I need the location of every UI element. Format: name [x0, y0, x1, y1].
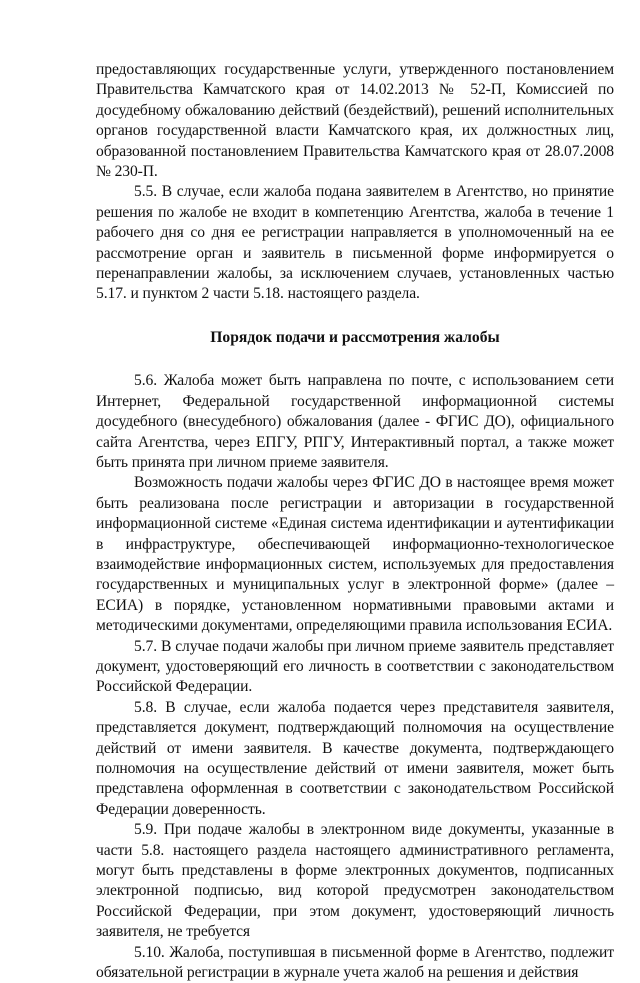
paragraph-esia: Возможность подачи жалобы через ФГИС ДО в настоящее время может быть реализована после регистрации и авторизации в государственной информационной системе «Единая система идентификации и аутентификации в инфраструктуре, обеспечивающей информационно-технологическое взаимодействие информационных систем, используемых для предоставления государственных и муниципальных услуг в электронной форме» (далее – ЕСИА) в порядке, установленном нормативными правовыми актами и методическими документами, определяющими правила использования ЕСИА.	[96, 474, 614, 635]
document-page	[96, 60, 614, 983]
spacer	[96, 348, 614, 371]
paragraph-5-9: 5.9. При подаче жалобы в электронном виде документы, указанные в части 5.8. настоящего раздела настоящего административного регламента, могут быть представлены в форме электронных документов, подписанных электронной подписью, вид которой предусмотрен законодательством Российской Федерации, при этом документ, удостоверяющий личность заявителя, не требуется	[96, 821, 614, 941]
section-heading: Порядок подачи и рассмотрения жалобы	[210, 328, 500, 346]
paragraph-5-7: 5.7. В случае подачи жалобы при личном приеме заявитель представляет документ, удостоверяющий его личность в соответствии с законодательством Российской Федерации.	[96, 637, 614, 696]
paragraph-5-6: 5.6. Жалоба может быть направлена по почте, с использованием сети Интернет, Федеральной государственной информационной системы досудебного (внесудебного) обжалования (далее - ФГИС ДО), официального сайта Агентства, через ЕПГУ, РПГУ, Интерактивный портал, а также может быть принята при личном приеме заявителя.	[96, 372, 614, 471]
paragraph-5-10: 5.10. Жалоба, поступившая в письменной форме в Агентство, подлежит обязательной регистрации в журнале учета жалоб на решения и действия	[96, 943, 614, 982]
spacer	[96, 305, 614, 328]
paragraph-continuation: предоставляющих государственные услуги, утвержденного постановлением Правительства Камчатского края от 14.02.2013 № 52-П, Комиссией по досудебному обжалованию действий (бездействий), решений исполнительных органов государственной власти Камчатского края, их должностных лиц, образованной постановлением Правительства Камчатского края от 28.07.2008 № 230-П.	[96, 61, 614, 181]
paragraph-5-8: 5.8. В случае, если жалоба подается через представителя заявителя, представляется документ, подтверждающий полномочия на осуществление действий от имени заявителя. В качестве документа, подтверждающего полномочия на осуществление действий от имени заявителя, может быть представлена оформленная в соответствии с законодательством Российской Федерации доверенность.	[96, 698, 614, 818]
paragraph-5-5: 5.5. В случае, если жалоба подана заявителем в Агентство, но принятие решения по жалобе не входит в компетенцию Агентства, жалоба в течение 1 рабочего дня со дня ее регистрации направляется в уполномоченный на ее рассмотрение орган и заявитель в письменной форме информируется о перенаправлении жалобы, за исключением случаев, установленных частью 5.17. и пунктом 2 части 5.18. настоящего раздела.	[96, 183, 614, 303]
